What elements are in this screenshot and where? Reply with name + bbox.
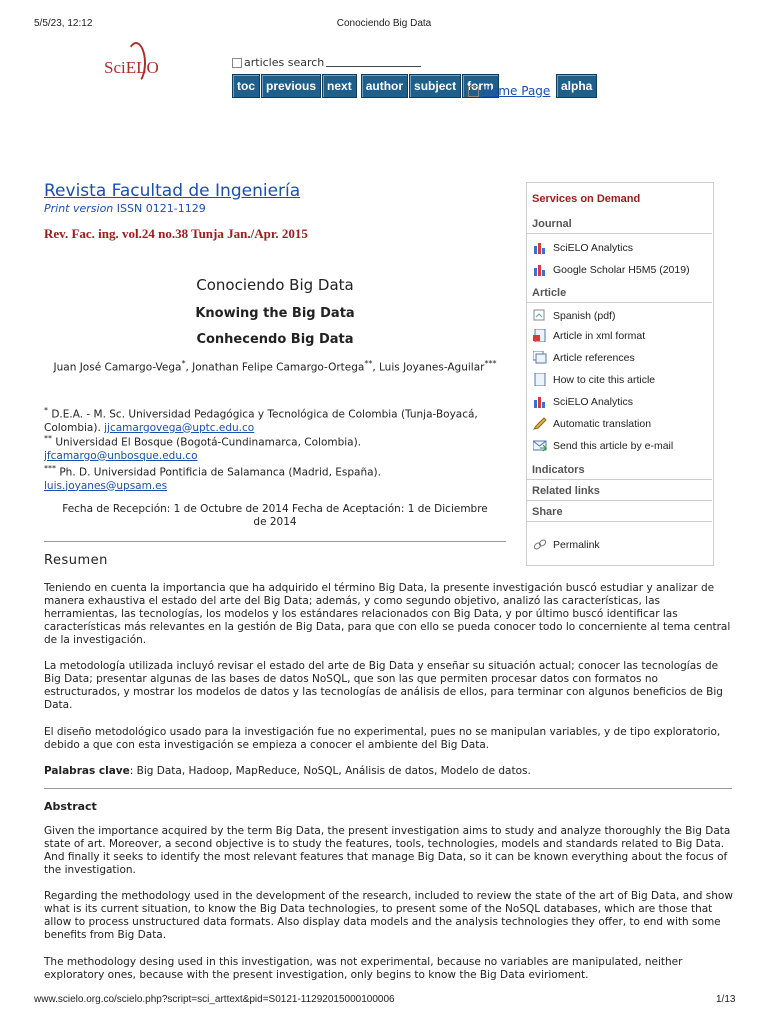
author-email-link[interactable]: jjcamargovega@uptc.edu.co bbox=[104, 421, 255, 434]
journal-title-link[interactable]: Revista Facultad de Ingeniería bbox=[44, 181, 301, 201]
scielo-analytics-label: SciELO Analytics bbox=[553, 241, 633, 254]
toc-button[interactable]: toc bbox=[232, 74, 260, 98]
print-version bbox=[44, 202, 206, 215]
affiliation-mark: * bbox=[44, 406, 48, 415]
affiliation bbox=[44, 432, 506, 463]
print-doc-title: Conociendo Big Data bbox=[336, 18, 432, 29]
document-icon bbox=[533, 373, 547, 386]
spanish-pdf-label: Spanish (pdf) bbox=[553, 309, 616, 322]
keywords-list: : Big Data, Hadoop, MapReduce, NoSQL, Análisis de datos, Modelo de datos. bbox=[129, 765, 531, 777]
affiliation-text: Ph. D. Universidad Pontificia de Salamanca (Madrid, España). bbox=[56, 466, 381, 479]
author-mark: *** bbox=[484, 359, 497, 368]
print-url: www.scielo.org.co/scielo.php?script=sci_arttext&pid=S0121-11292015000100006 bbox=[34, 994, 395, 1005]
articles-search-label: articles search bbox=[244, 56, 325, 69]
google-scholar-label: Google Scholar H5M5 (2019) bbox=[553, 263, 690, 276]
print-page-number: 1/13 bbox=[716, 994, 736, 1005]
automatic-translation-link[interactable] bbox=[533, 417, 651, 430]
subject-button[interactable]: subject bbox=[409, 74, 461, 98]
divider bbox=[44, 541, 506, 542]
affiliation-mark: *** bbox=[44, 464, 56, 473]
permalink-label: Permalink bbox=[553, 538, 600, 551]
home-page-label: Home Page bbox=[482, 84, 551, 98]
permalink-link[interactable] bbox=[533, 538, 600, 551]
search-underline bbox=[326, 58, 421, 67]
indicators-heading[interactable]: Indicators bbox=[527, 464, 712, 480]
references-icon bbox=[533, 351, 547, 364]
resumen-paragraph: La metodología utilizada incluyó revisar el estado del arte de Big Data y enseñar su situación actual; conocer las tecnologías de Big Data; presentar algunas de las bases de datos NoSQL, que son las que permiten procesar datos con formatos no estructurados, y mostrar los modelos de datos y las tecnologías de análisis de ellos, para terminar con algunos beneficios de Big Data. bbox=[44, 660, 723, 711]
home-page-link[interactable] bbox=[468, 84, 550, 98]
affiliation bbox=[44, 462, 506, 493]
affiliation-text: D.E.A. - M. Sc. Universidad Pedagógica y Tecnológica de Colombia (Tunja-Boyacá, Colombia). bbox=[44, 408, 478, 434]
keywords bbox=[44, 765, 734, 778]
articles-search[interactable] bbox=[232, 56, 421, 69]
scielo-analytics-label: SciELO Analytics bbox=[553, 395, 633, 408]
author-mark: ** bbox=[364, 359, 373, 368]
nav-toolbar bbox=[232, 74, 499, 98]
references-label: Article references bbox=[553, 351, 635, 364]
broken-image-icon bbox=[468, 86, 479, 97]
author-mark: * bbox=[181, 359, 186, 368]
affiliation bbox=[44, 404, 506, 435]
email-icon bbox=[533, 439, 547, 452]
author-name: , Luis Joyanes-Aguilar bbox=[372, 361, 485, 374]
send-email-label: Send this article by e-mail bbox=[553, 439, 674, 452]
article-title: Conociendo Big Data bbox=[196, 276, 354, 294]
share-heading[interactable]: Share bbox=[527, 506, 712, 522]
abstract-heading: Abstract bbox=[44, 800, 97, 813]
received-accepted-dates: Fecha de Recepción: 1 de Octubre de 2014 Fecha de Aceptación: 1 de Diciembre de 2014 bbox=[62, 503, 488, 528]
abstract-paragraph: Regarding the methodology used in the development of the research, included to review the state of the art of Big Data, and show what is its current situation, to know the Big Data technologies, to present some of the NoSQL databases, which are those that allow to process unstructured data formats. Also display data models and the analysis technologies they offer, to end with some benefits from Big Data. bbox=[44, 890, 733, 941]
affiliation-text: Universidad El Bosque (Bogotá-Cundinamarca, Colombia). bbox=[52, 436, 362, 449]
resumen-paragraph: Teniendo en cuenta la importancia que ha adquirido el término Big Data, la presente investigación buscó estudiar y analizar de manera exhaustiva el estado del arte del Big Data; además, y como segundo objetivo, analizó las características, las herramientas, las tecnologías, los modelos y los estándares relacionados con Big Data, y por último buscó identificar las características más relevantes en la gestión de Big Data, para que con ello se pueda conocer todo lo concerniente al tema central de la investigación. bbox=[44, 582, 731, 646]
link-icon bbox=[533, 538, 547, 551]
affiliation-mark: ** bbox=[44, 434, 52, 443]
services-title: Services on Demand bbox=[532, 193, 641, 205]
google-scholar-link[interactable] bbox=[533, 263, 690, 276]
abstract-paragraph: The methodology desing used in this investigation, was not experimental, because no variables are manipulated, neither exploratory ones, because with the present investigation, only begins to know the Big Data evirioment. bbox=[44, 956, 683, 981]
logo-text: SciELO bbox=[104, 58, 159, 77]
xml-label: Article in xml format bbox=[553, 329, 646, 342]
resumen-paragraph: El diseño metodológico usado para la investigación fue no experimental, pues no se manipulan variables, y de tipo exploratorio, debido a que con esta investigación se empieza a conocer el ambiente del Big Data. bbox=[44, 726, 721, 751]
scielo-analytics-article-link[interactable] bbox=[533, 395, 633, 408]
alpha-button[interactable]: alpha bbox=[556, 74, 597, 98]
divider bbox=[44, 788, 732, 789]
author-email-link[interactable]: luis.joyanes@upsam.es bbox=[44, 479, 168, 492]
spanish-pdf-link[interactable] bbox=[533, 309, 615, 322]
abstract-paragraph: Given the importance acquired by the term Big Data, the present investigation aims to study and analyze thoroughly the Big Data state of art. Moreover, a second objective is to study the features, tools, technologies, models and standards related to Big Data. And finally it seeks to identify the most relevant features that manage Big Data, so it can be known everything about the focus of the investigation. bbox=[44, 825, 731, 876]
print-datetime: 5/5/23, 12:12 bbox=[34, 18, 93, 29]
how-to-cite-label: How to cite this article bbox=[553, 373, 656, 386]
author-list bbox=[44, 356, 506, 376]
journal-section-heading: Journal bbox=[527, 218, 712, 234]
how-to-cite-link[interactable] bbox=[533, 373, 655, 386]
scielo-logo[interactable] bbox=[104, 58, 159, 78]
send-email-link[interactable] bbox=[533, 439, 673, 452]
print-version-label: Print version bbox=[44, 202, 114, 215]
article-title-pt: Conhecendo Big Data bbox=[196, 332, 354, 347]
automatic-translation-label: Automatic translation bbox=[553, 417, 652, 430]
related-links-heading[interactable]: Related links bbox=[527, 485, 712, 501]
xml-document-icon bbox=[533, 329, 547, 342]
author-name: Juan José Camargo-Vega bbox=[53, 361, 182, 374]
author-name: , Jonathan Felipe Camargo-Ortega bbox=[185, 361, 365, 374]
author-email-link[interactable]: jfcamargo@unbosque.edu.co bbox=[44, 449, 198, 462]
article-section-heading: Article bbox=[527, 287, 712, 303]
previous-button[interactable]: previous bbox=[261, 74, 321, 98]
form-button[interactable]: form bbox=[462, 74, 499, 98]
pencil-icon bbox=[533, 417, 547, 430]
keywords-label: Palabras clave bbox=[44, 765, 130, 777]
services-sidebar bbox=[526, 182, 714, 566]
article-title-en: Knowing the Big Data bbox=[195, 306, 355, 321]
broken-image-icon bbox=[533, 309, 547, 322]
author-button[interactable]: author bbox=[361, 74, 408, 98]
references-link[interactable] bbox=[533, 351, 635, 364]
issue-citation: Rev. Fac. ing. vol.24 no.38 Tunja Jan./Apr. 2015 bbox=[44, 226, 308, 241]
next-button[interactable]: next bbox=[322, 74, 357, 98]
xml-link[interactable] bbox=[533, 329, 645, 342]
issn: ISSN 0121-1129 bbox=[116, 202, 206, 215]
logo-swirl-icon bbox=[126, 42, 146, 84]
bar-chart-icon bbox=[533, 395, 547, 408]
resumen-heading: Resumen bbox=[44, 553, 108, 568]
bar-chart-icon bbox=[533, 263, 547, 276]
bar-chart-icon bbox=[533, 241, 547, 254]
broken-image-icon bbox=[232, 58, 242, 68]
scielo-analytics-link[interactable] bbox=[533, 241, 633, 254]
